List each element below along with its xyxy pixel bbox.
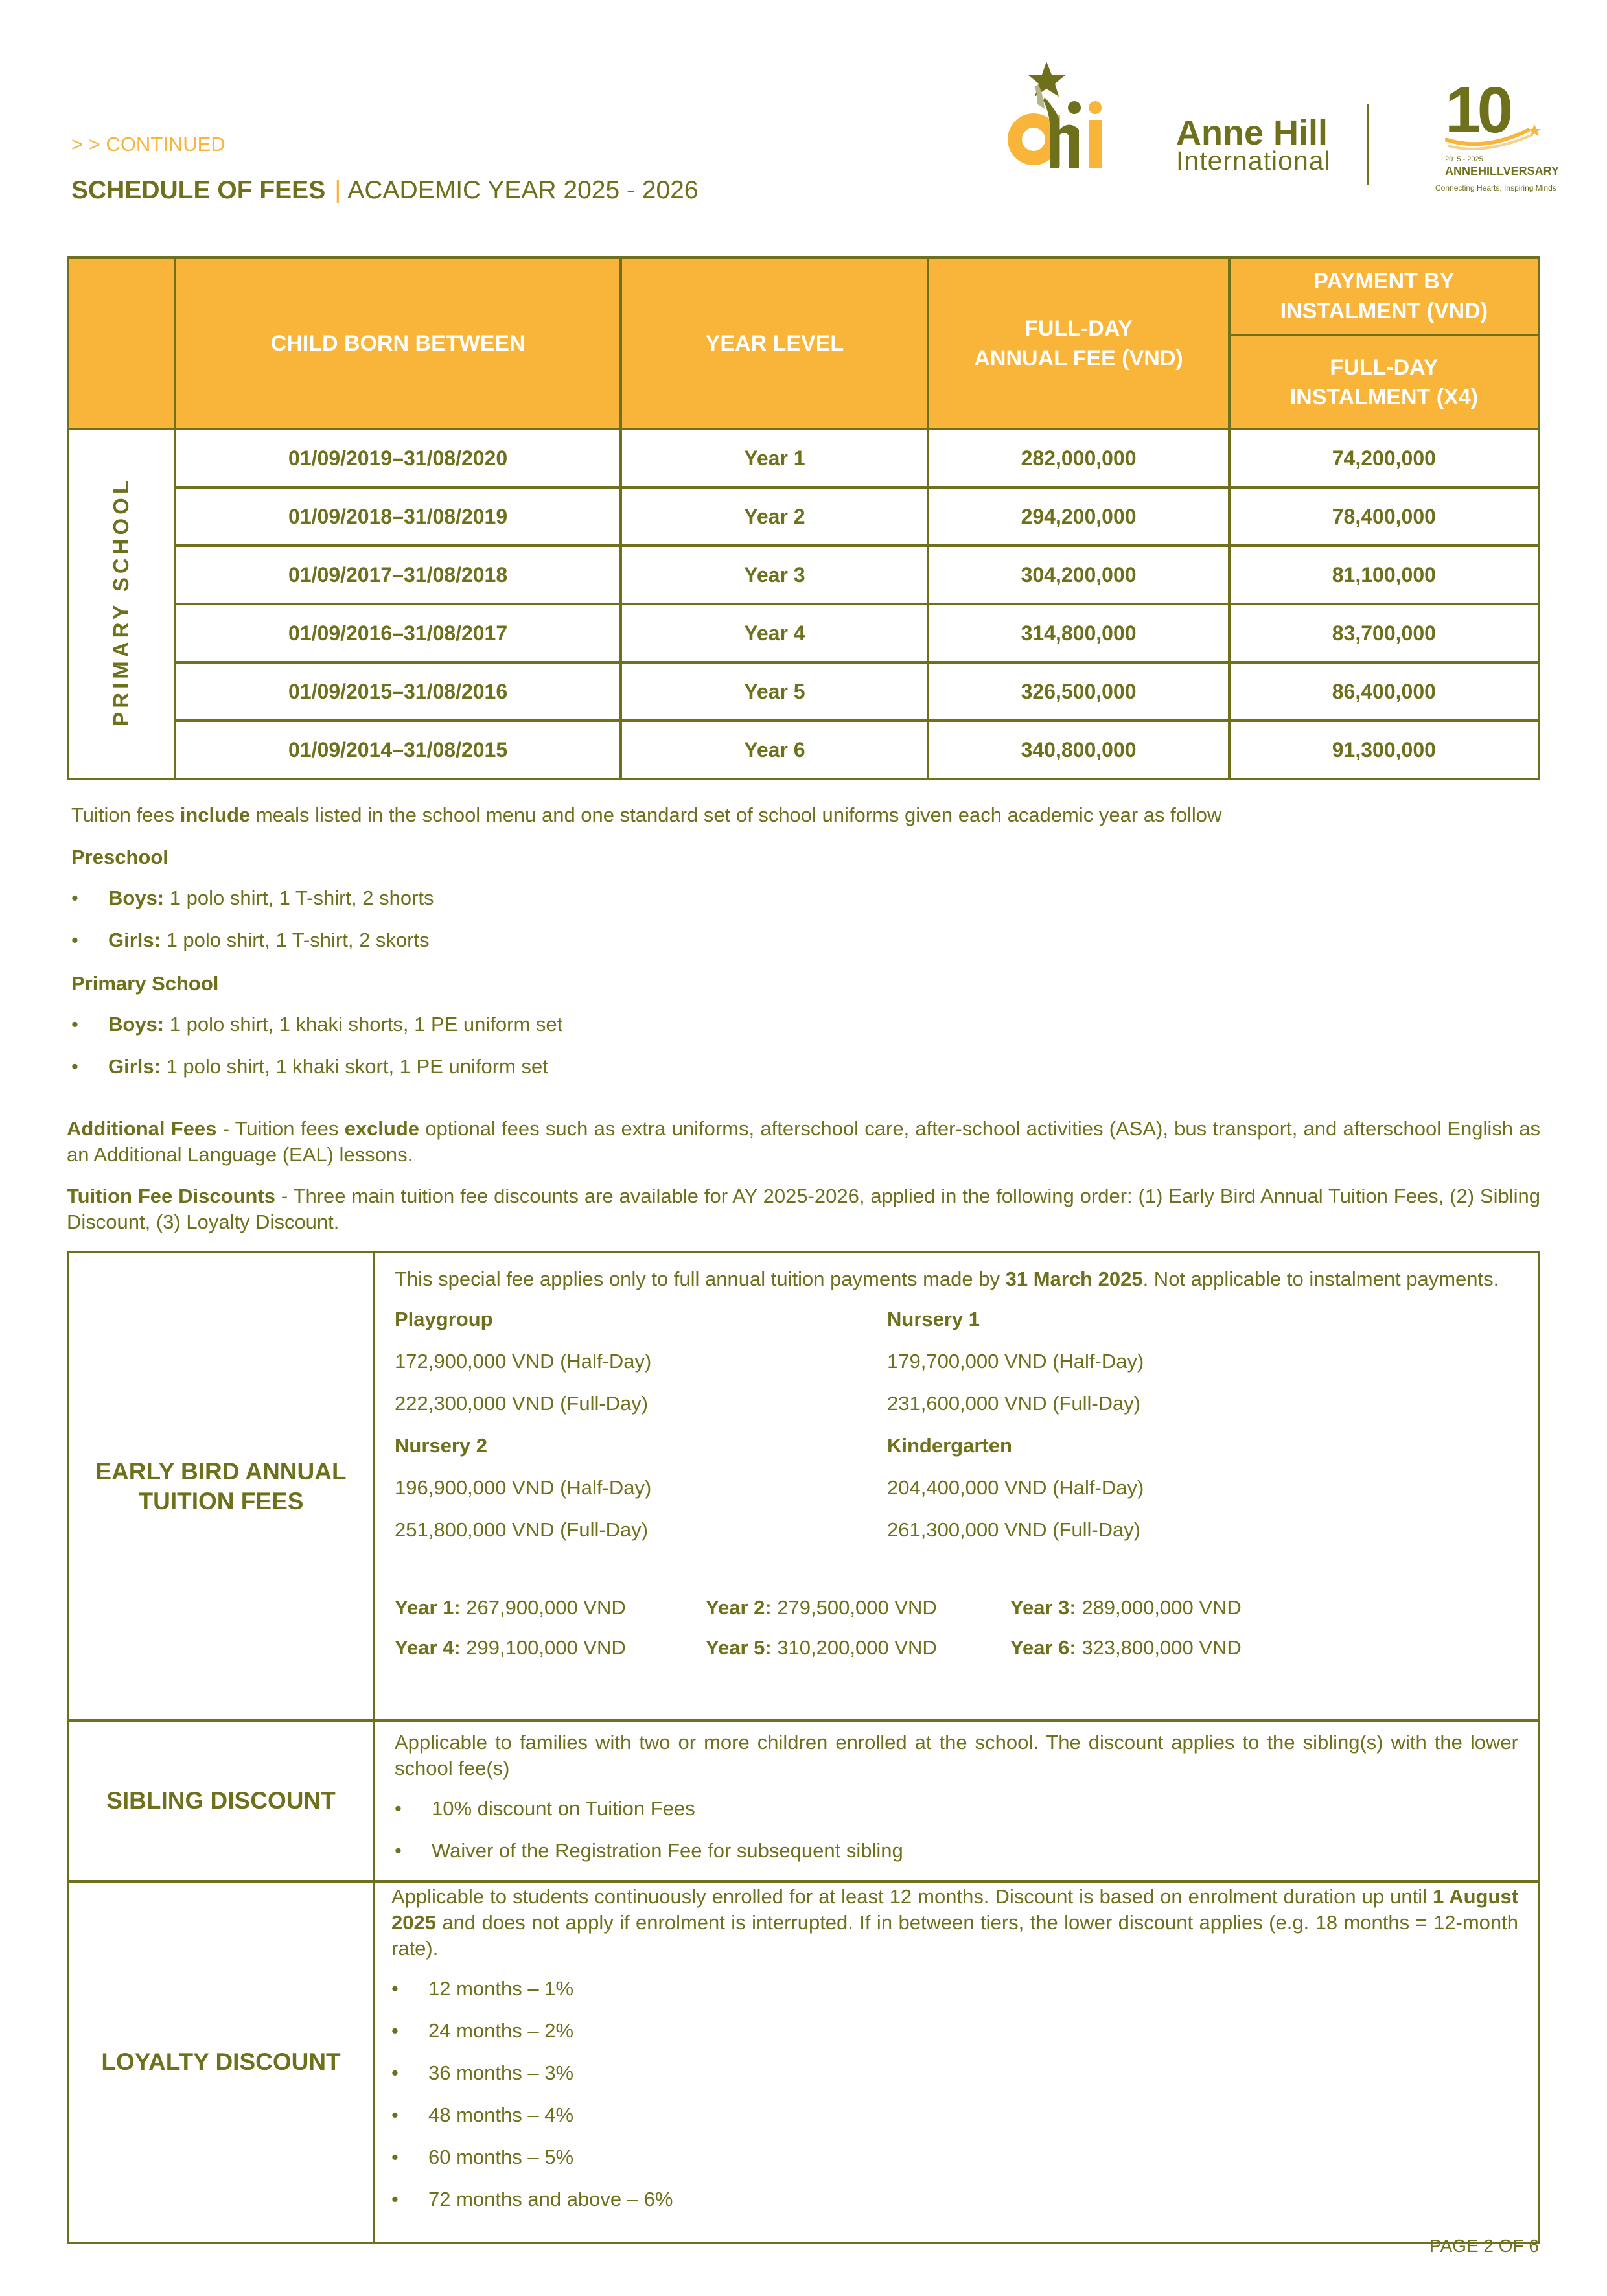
list-item-who: Boys: — [108, 887, 165, 909]
level-full-day: 251,800,000 VND (Full-Day) — [395, 1518, 649, 1541]
primary-school-label-cell — [68, 429, 175, 779]
year-fee — [1010, 1635, 1518, 1661]
header-full-day-instalment — [1229, 335, 1539, 429]
annual-fee-cell: 314,800,000 — [928, 604, 1229, 662]
early-bird-primary-grid — [395, 1595, 1518, 1661]
table-row — [68, 429, 1539, 487]
level-name: Kindergarten — [887, 1434, 1012, 1457]
loyalty-intro-pre: Applicable to students continuously enrolled for at least 12 months. Discount is based on enrolment duration up until — [391, 1885, 1433, 1908]
year-level-cell: Year 1 — [621, 429, 928, 487]
early-bird-content — [374, 1252, 1539, 1721]
sibling-content — [374, 1721, 1539, 1881]
level-name: Nursery 2 — [395, 1434, 488, 1457]
born-between-cell: 01/09/2014–31/08/2015 — [175, 721, 621, 779]
born-between-cell: 01/09/2015–31/08/2016 — [175, 662, 621, 721]
includes-bold: include — [179, 804, 251, 826]
list-item-items: 1 polo shirt, 1 T-shirt, 2 shorts — [164, 887, 434, 909]
level-half-day: 196,900,000 VND (Half-Day) — [395, 1476, 652, 1499]
year-value: 299,100,000 VND — [460, 1636, 626, 1659]
level-half-day: 172,900,000 VND (Half-Day) — [395, 1350, 652, 1373]
year-label: Year 2: — [706, 1596, 772, 1619]
page-title — [71, 176, 699, 205]
additional-fees-label: Additional Fees — [67, 1117, 217, 1140]
header-blank — [68, 257, 175, 429]
year-value: 279,500,000 VND — [771, 1596, 937, 1619]
instalment-cell: 78,400,000 — [1229, 487, 1539, 546]
header-annual-fee-line1: FULL-DAY — [1024, 316, 1133, 341]
anniversary-tagline: Connecting Hearts, Inspiring Minds — [1435, 183, 1556, 192]
year-value: 323,800,000 VND — [1076, 1636, 1242, 1659]
includes-pre: Tuition fees — [71, 804, 180, 826]
list-item-text: 48 months – 4% — [428, 2104, 574, 2126]
early-bird-intro — [395, 1266, 1518, 1292]
header-instalment-line2: INSTALMENT (X4) — [1289, 384, 1478, 410]
school-logo — [998, 52, 1560, 214]
year-label: Year 1: — [395, 1596, 461, 1619]
annual-fee-cell: 326,500,000 — [928, 662, 1229, 721]
table-row — [68, 546, 1539, 604]
list-item-text: 24 months – 2% — [428, 2019, 574, 2042]
list-item — [391, 2186, 1518, 2212]
logo-name: Anne Hill — [1176, 113, 1328, 152]
list-item-who: Girls: — [108, 929, 161, 951]
additional-fees-post: optional fees such as extra uniforms, afterschool care, after-school activities (ASA), bus transport, and afterschool English as an Additional Language (EAL) lessons. — [67, 1117, 1540, 1166]
level-full-day: 231,600,000 VND (Full-Day) — [887, 1392, 1141, 1415]
early-bird-intro-post: . Not applicable to instalment payments. — [1142, 1268, 1499, 1290]
anniversary-logo — [1400, 74, 1560, 207]
logo-subtitle: International — [1176, 146, 1331, 176]
year-level-cell: Year 4 — [621, 604, 928, 662]
born-between-cell: 01/09/2019–31/08/2020 — [175, 429, 621, 487]
instalment-cell: 83,700,000 — [1229, 604, 1539, 662]
bullet-icon: • — [391, 2061, 399, 2084]
loyalty-intro-post: and does not apply if enrolment is interrupted. If in between tiers, the lower discount applies (e.g. 18 months = 12-month rate). — [391, 1911, 1518, 1960]
annual-fee-cell: 282,000,000 — [928, 429, 1229, 487]
primary-school-label: PRIMARY SCHOOL — [109, 476, 133, 726]
year-label: Year 4: — [395, 1636, 461, 1659]
year-label: Year 3: — [1010, 1596, 1076, 1619]
additional-fees-bold: exclude — [344, 1117, 420, 1140]
title-year: ACADEMIC YEAR 2025 - 2026 — [347, 176, 699, 204]
year-level-cell: Year 6 — [621, 721, 928, 779]
table-row — [68, 487, 1539, 546]
level-name: Nursery 1 — [887, 1308, 980, 1330]
instalment-cell: 81,100,000 — [1229, 546, 1539, 604]
year-value: 267,900,000 VND — [460, 1596, 626, 1619]
instalment-cell: 86,400,000 — [1229, 662, 1539, 721]
title-main: SCHEDULE OF FEES — [71, 176, 326, 204]
loyalty-intro — [391, 1884, 1518, 1962]
list-item — [71, 1055, 548, 1078]
table-row — [68, 604, 1539, 662]
header-instalment-line1: FULL-DAY — [1330, 354, 1439, 380]
sibling-list — [395, 1796, 1518, 1864]
list-item — [71, 1013, 562, 1036]
list-item-items: 1 polo shirt, 1 khaki shorts, 1 PE uniform set — [164, 1013, 563, 1036]
list-item-text: 72 months and above – 6% — [428, 2188, 673, 2210]
primary-heading — [71, 971, 218, 997]
instalment-cell: 74,200,000 — [1229, 429, 1539, 487]
table-row — [68, 721, 1539, 779]
loyalty-row — [68, 1881, 1539, 2243]
year-level-cell: Year 5 — [621, 662, 928, 721]
list-item — [395, 1796, 1518, 1822]
fee-table — [67, 256, 1540, 780]
born-between-cell: 01/09/2016–31/08/2017 — [175, 604, 621, 662]
year-value: 289,000,000 VND — [1076, 1596, 1242, 1619]
header-instalment-group-line1: PAYMENT BY — [1313, 269, 1455, 294]
list-item-items: 1 polo shirt, 1 khaki skort, 1 PE uniform set — [160, 1055, 548, 1078]
bullet-icon: • — [71, 887, 78, 909]
header-year-level: YEAR LEVEL — [621, 257, 928, 429]
loyalty-list — [391, 1976, 1518, 2212]
bullet-icon: • — [391, 2019, 399, 2042]
logo-divider — [1367, 104, 1369, 185]
level-full-day: 261,300,000 VND (Full-Day) — [887, 1518, 1141, 1541]
anniversary-number: 10 — [1445, 74, 1510, 146]
list-item-who: Boys: — [108, 1013, 165, 1036]
level-name: Playgroup — [395, 1308, 493, 1330]
year-label: Year 6: — [1010, 1636, 1076, 1659]
discounts-table — [67, 1251, 1540, 2244]
header-annual-fee-line2: ANNUAL FEE (VND) — [974, 345, 1183, 371]
early-bird-row — [68, 1252, 1539, 1721]
early-bird-preschool-grid — [395, 1306, 1518, 1543]
additional-fees-paragraph — [67, 1116, 1540, 1168]
year-fee — [1010, 1595, 1518, 1621]
header-child-born-between: CHILD BORN BETWEEN — [175, 257, 621, 429]
level-full-day: 222,300,000 VND (Full-Day) — [395, 1392, 649, 1415]
early-bird-intro-pre: This special fee applies only to full annual tuition payments made by — [395, 1268, 1006, 1290]
annual-fee-cell: 304,200,000 — [928, 546, 1229, 604]
anniversary-years: 2015 - 2025 — [1445, 156, 1483, 163]
born-between-cell: 01/09/2017–31/08/2018 — [175, 546, 621, 604]
continued-label: > > CONTINUED — [71, 133, 225, 156]
includes-post: meals listed in the school menu and one standard set of school uniforms given each academic year as follow — [250, 804, 1222, 826]
year-value: 310,200,000 VND — [771, 1636, 937, 1659]
bullet-icon: • — [71, 1055, 78, 1078]
list-item-who: Girls: — [108, 1055, 161, 1078]
bullet-icon: • — [395, 1797, 402, 1820]
list-item — [71, 929, 430, 952]
discounts-intro-text: - Three main tuition fee discounts are available for AY 2025-2026, applied in the following order: (1) Early Bird Annual Tuition Fees, (2) Sibling Discount, (3) Loyalty Discount. — [67, 1185, 1540, 1233]
born-between-cell: 01/09/2018–31/08/2019 — [175, 487, 621, 546]
year-fee — [706, 1595, 1010, 1621]
title-separator: | — [334, 176, 341, 204]
loyalty-label: LOYALTY DISCOUNT — [68, 1881, 374, 2243]
list-item — [71, 887, 434, 910]
header-instalment-group-line2: INSTALMENT (VND) — [1280, 299, 1488, 323]
table-row — [68, 662, 1539, 721]
bullet-icon: • — [395, 1839, 402, 1862]
discounts-intro-label: Tuition Fee Discounts — [67, 1185, 276, 1207]
header-payment-by-instalment — [1229, 257, 1539, 335]
list-item — [391, 2102, 1518, 2128]
shooting-star-icon — [1445, 123, 1542, 156]
bullet-icon: • — [391, 2104, 399, 2126]
list-item-text: 12 months – 1% — [428, 1977, 574, 2000]
list-item — [391, 2144, 1518, 2170]
loyalty-date: 1 August 2025 — [391, 1885, 1518, 1934]
sibling-row — [68, 1721, 1539, 1881]
anniversary-name: ANNEHILLVERSARY — [1445, 165, 1560, 178]
preschool-heading — [71, 844, 168, 870]
list-item-text: Waiver of the Registration Fee for subsequent sibling — [432, 1839, 903, 1862]
early-bird-label: EARLY BIRD ANNUAL TUITION FEES — [68, 1252, 374, 1721]
discounts-intro-paragraph — [67, 1183, 1540, 1235]
year-level-cell: Year 3 — [621, 546, 928, 604]
level-half-day: 204,400,000 VND (Half-Day) — [887, 1476, 1144, 1499]
sibling-label: SIBLING DISCOUNT — [68, 1721, 374, 1881]
sibling-intro: Applicable to families with two or more children enrolled at the school. The discount applies to the sibling(s) with the lower school fee(s) — [395, 1731, 1518, 1780]
annual-fee-cell: 294,200,000 — [928, 487, 1229, 546]
year-label: Year 5: — [706, 1636, 772, 1659]
year-fee — [395, 1595, 706, 1621]
list-item — [391, 2060, 1518, 2086]
list-item-text: 36 months – 3% — [428, 2061, 574, 2084]
year-fee — [706, 1635, 1010, 1661]
year-fee — [395, 1635, 706, 1661]
year-level-cell: Year 2 — [621, 487, 928, 546]
bullet-icon: • — [71, 929, 78, 951]
instalment-cell: 91,300,000 — [1229, 721, 1539, 779]
primary-heading-text: Primary School — [71, 972, 219, 995]
ahi-logo-icon — [998, 58, 1127, 175]
list-item — [391, 1976, 1518, 2002]
bullet-icon: • — [71, 1013, 78, 1036]
list-item-items: 1 polo shirt, 1 T-shirt, 2 skorts — [160, 929, 430, 951]
list-item-text: 10% discount on Tuition Fees — [432, 1797, 695, 1820]
bullet-icon: • — [391, 2188, 399, 2210]
list-item-text: 60 months – 5% — [428, 2146, 574, 2168]
early-bird-deadline: 31 March 2025 — [1005, 1268, 1143, 1290]
bullet-icon: • — [391, 1977, 399, 2000]
includes-text — [71, 802, 1221, 828]
page-number: PAGE 2 OF 6 — [1429, 2236, 1539, 2256]
loyalty-content — [374, 1881, 1539, 2243]
list-item — [395, 1838, 1518, 1864]
level-half-day: 179,700,000 VND (Half-Day) — [887, 1350, 1144, 1373]
annual-fee-cell: 340,800,000 — [928, 721, 1229, 779]
additional-fees-pre: - Tuition fees — [216, 1117, 345, 1140]
preschool-heading-text: Preschool — [71, 846, 168, 868]
header-annual-fee — [928, 257, 1229, 429]
list-item — [391, 2018, 1518, 2044]
bullet-icon: • — [391, 2146, 399, 2168]
